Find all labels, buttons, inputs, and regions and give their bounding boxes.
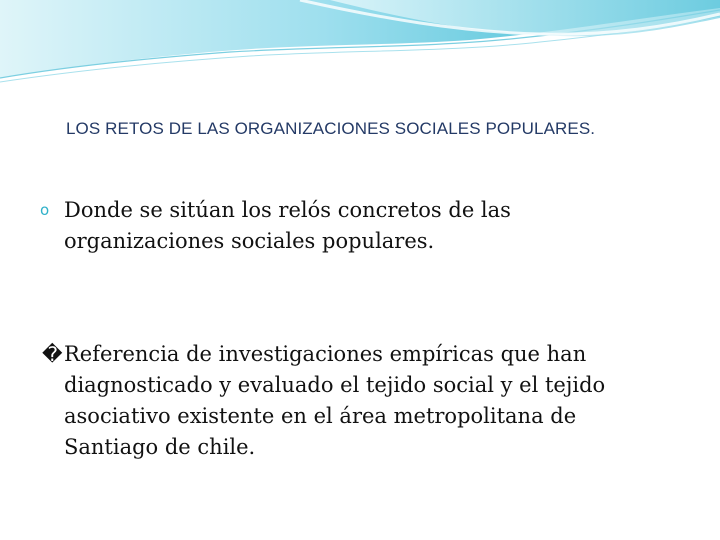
bullet-item	[40, 195, 680, 257]
decorative-wave-banner	[0, 0, 720, 90]
bullet-circle-icon: o	[40, 201, 50, 219]
bullet-text: Referencia de investigaciones empíricas que han diagnosticado y evaluado el tejido social y el tejido asociativo existente en el área metropolitana de Santiago de chile.	[64, 342, 606, 459]
slide-title: LOS RETOS DE LAS ORGANIZACIONES SOCIALES POPULARES.	[66, 119, 596, 138]
replacement-glyph-icon: �	[42, 342, 63, 366]
bullet-item	[40, 339, 680, 463]
bullet-text: Donde se sitúan los relós concretos de las organizaciones sociales populares.	[64, 198, 511, 253]
